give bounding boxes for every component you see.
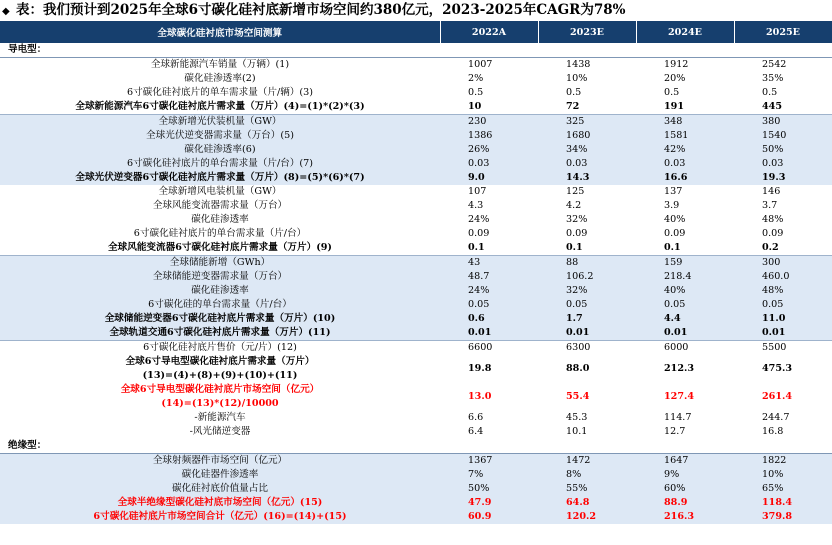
cell-value: 218.4	[636, 270, 734, 284]
cell-value: 0.09	[440, 227, 538, 241]
cell-value: 230	[440, 115, 538, 130]
row-label	[0, 100, 440, 115]
cell-value: 24%	[440, 284, 538, 298]
row-label	[0, 171, 440, 185]
row-label	[0, 496, 440, 510]
row-label-text: 全球风能变流器6寸碳化硅衬底片需求量（万片）(9)	[108, 242, 332, 253]
cell-value: 0.6	[440, 312, 538, 326]
table-row	[0, 425, 832, 439]
page-title	[0, 0, 832, 21]
title-text: 表：我们预计到2025年全球6寸碳化硅衬底新增市场空间约380亿元，2023-2025年CAGR为78%	[16, 2, 626, 18]
row-label	[0, 284, 440, 298]
cell-value: 88.0	[538, 355, 636, 383]
cell-value: 244.7	[734, 411, 832, 425]
row-label	[0, 510, 440, 524]
row-label	[0, 411, 440, 425]
header-2025e: 2025E	[734, 21, 832, 43]
row-label-text: 全球风能变流器需求量（万台）	[152, 200, 288, 211]
cell-value: 127.4	[636, 383, 734, 411]
cell-value: 24%	[440, 213, 538, 227]
row-label-text: 碳化硅渗透率(2)	[184, 73, 256, 84]
table-row	[0, 270, 832, 284]
cell-value: 1472	[538, 454, 636, 469]
table-row	[0, 326, 832, 341]
row-label	[0, 241, 440, 256]
table-row	[0, 115, 832, 130]
diamond-bullet-icon: ◆	[2, 6, 10, 17]
cell-value: 2%	[440, 72, 538, 86]
cell-value: 26%	[440, 143, 538, 157]
cell-value: 0.05	[636, 298, 734, 312]
cell-value: 146	[734, 185, 832, 199]
cell-value: 11.0	[734, 312, 832, 326]
row-label	[0, 326, 440, 341]
row-label-formula: (13)=(4)+(8)+(9)+(10)+(11)	[142, 370, 298, 381]
row-label	[0, 454, 440, 469]
row-label	[0, 383, 440, 411]
table-header-row	[0, 21, 832, 43]
table-row	[0, 383, 832, 411]
cell-value: 0.03	[440, 157, 538, 171]
cell-value: 34%	[538, 143, 636, 157]
row-label	[0, 115, 440, 130]
cell-value: 60.9	[440, 510, 538, 524]
cell-value: 1007	[440, 58, 538, 73]
header-2022a: 2022A	[440, 21, 538, 43]
cell-value: 55%	[538, 482, 636, 496]
cell-value: 0.03	[636, 157, 734, 171]
table-row	[0, 256, 832, 271]
cell-value: 72	[538, 100, 636, 115]
cell-value: 0.05	[440, 298, 538, 312]
section-conductive: 导电型：	[0, 43, 832, 58]
row-label	[0, 72, 440, 86]
row-label	[0, 256, 440, 271]
cell-value: 0.09	[734, 227, 832, 241]
row-label	[0, 227, 440, 241]
row-label-formula: (14)=(13)*(12)/10000	[161, 398, 279, 409]
cell-value: 445	[734, 100, 832, 115]
cell-value: 0.1	[636, 241, 734, 256]
cell-value: 65%	[734, 482, 832, 496]
cell-value: 50%	[440, 482, 538, 496]
cell-value: 216.3	[636, 510, 734, 524]
row-label-text: 碳化硅器件渗透率	[181, 469, 259, 480]
table-row	[0, 129, 832, 143]
table-row	[0, 284, 832, 298]
table-row	[0, 298, 832, 312]
row-label-text: 全球半绝缘型碳化硅衬底市场空间（亿元）(15)	[117, 497, 323, 508]
cell-value: 1581	[636, 129, 734, 143]
cell-value: 16.8	[734, 425, 832, 439]
cell-value: 1.7	[538, 312, 636, 326]
cell-value: 380	[734, 115, 832, 130]
cell-value: 1647	[636, 454, 734, 469]
table-row	[0, 227, 832, 241]
cell-value: 0.2	[734, 241, 832, 256]
table-row	[0, 355, 832, 383]
row-label-text: 全球储能逆变器6寸碳化硅衬底片需求量（万片）(10)	[104, 313, 336, 324]
row-label	[0, 199, 440, 213]
row-label	[0, 468, 440, 482]
cell-value: 1367	[440, 454, 538, 469]
cell-value: 120.2	[538, 510, 636, 524]
cell-value: 3.9	[636, 199, 734, 213]
row-label-text: 全球射频器件市场空间（亿元）	[152, 455, 288, 466]
cell-value: 106.2	[538, 270, 636, 284]
row-label-text: 全球6寸导电型碳化硅衬底片需求量（万片）	[125, 356, 315, 367]
row-label	[0, 129, 440, 143]
cell-value: 32%	[538, 284, 636, 298]
cell-value: 191	[636, 100, 734, 115]
cell-value: 48%	[734, 213, 832, 227]
cell-value: 0.09	[636, 227, 734, 241]
cell-value: 14.3	[538, 171, 636, 185]
row-label-text: 6寸碳化硅衬底片市场空间合计（亿元）(16)=(14)+(15)	[93, 511, 347, 522]
table-row	[0, 157, 832, 171]
table-row	[0, 58, 832, 73]
cell-value: 10.1	[538, 425, 636, 439]
cell-value: 0.1	[440, 241, 538, 256]
header-2023e: 2023E	[538, 21, 636, 43]
cell-value: 6.6	[440, 411, 538, 425]
cell-value: 0.03	[538, 157, 636, 171]
cell-value: 2542	[734, 58, 832, 73]
table-row	[0, 312, 832, 326]
table-row	[0, 341, 832, 356]
cell-value: 0.05	[734, 298, 832, 312]
row-label	[0, 341, 440, 356]
cell-value: 10	[440, 100, 538, 115]
row-label	[0, 143, 440, 157]
cell-value: 348	[636, 115, 734, 130]
cell-value: 40%	[636, 213, 734, 227]
cell-value: 47.9	[440, 496, 538, 510]
row-label-text: 全球新能源汽车销量（万辆）(1)	[150, 59, 290, 70]
section-insulating: 绝缘型：	[0, 439, 832, 454]
cell-value: 5500	[734, 341, 832, 356]
cell-value: 6.4	[440, 425, 538, 439]
cell-value: 6300	[538, 341, 636, 356]
section-conductive-row	[0, 43, 832, 58]
table-row	[0, 454, 832, 469]
table-row	[0, 496, 832, 510]
row-label-text: 6寸碳化硅衬底片的单车需求量（片/辆）(3)	[126, 87, 314, 98]
row-label	[0, 157, 440, 171]
cell-value: 48.7	[440, 270, 538, 284]
row-label-text: 全球光伏逆变器需求量（万台）(5)	[146, 130, 294, 141]
table-row	[0, 72, 832, 86]
cell-value: 107	[440, 185, 538, 199]
cell-value: 159	[636, 256, 734, 271]
cell-value: 1540	[734, 129, 832, 143]
cell-value: 0.5	[734, 86, 832, 100]
cell-value: 9.0	[440, 171, 538, 185]
cell-value: 48%	[734, 284, 832, 298]
cell-value: 1822	[734, 454, 832, 469]
cell-value: 16.6	[636, 171, 734, 185]
cell-value: 1912	[636, 58, 734, 73]
cell-value: 0.01	[440, 326, 538, 341]
cell-value: 35%	[734, 72, 832, 86]
row-label-text: 碳化硅渗透率	[191, 214, 249, 225]
cell-value: 42%	[636, 143, 734, 157]
row-label-text: 碳化硅渗透率	[191, 285, 249, 296]
cell-value: 19.8	[440, 355, 538, 383]
cell-value: 3.7	[734, 199, 832, 213]
section-insulating-row	[0, 439, 832, 454]
cell-value: 0.5	[440, 86, 538, 100]
cell-value: 137	[636, 185, 734, 199]
cell-value: 1438	[538, 58, 636, 73]
cell-value: 0.5	[636, 86, 734, 100]
table-row	[0, 468, 832, 482]
cell-value: 325	[538, 115, 636, 130]
row-label-text: 6寸碳化硅衬底片的单台需求量（片/台）(7)	[126, 158, 314, 169]
cell-value: 0.01	[734, 326, 832, 341]
table-row	[0, 482, 832, 496]
cell-value: 43	[440, 256, 538, 271]
cell-value: 55.4	[538, 383, 636, 411]
cell-value: 13.0	[440, 383, 538, 411]
cell-value: 460.0	[734, 270, 832, 284]
cell-value: 45.3	[538, 411, 636, 425]
cell-value: 114.7	[636, 411, 734, 425]
cell-value: 20%	[636, 72, 734, 86]
cell-value: 8%	[538, 468, 636, 482]
cell-value: 4.3	[440, 199, 538, 213]
table-row	[0, 213, 832, 227]
cell-value: 40%	[636, 284, 734, 298]
cell-value: 19.3	[734, 171, 832, 185]
row-label	[0, 482, 440, 496]
cell-value: 4.4	[636, 312, 734, 326]
cell-value: 88	[538, 256, 636, 271]
cell-value: 0.01	[538, 326, 636, 341]
cell-value: 475.3	[734, 355, 832, 383]
cell-value: 118.4	[734, 496, 832, 510]
cell-value: 32%	[538, 213, 636, 227]
row-label-text: 全球新增风电装机量（GW）	[158, 186, 282, 197]
row-label	[0, 213, 440, 227]
row-label-text: 全球储能新增（GWh）	[169, 257, 271, 268]
cell-value: 0.1	[538, 241, 636, 256]
cell-value: 0.09	[538, 227, 636, 241]
cell-value: 1680	[538, 129, 636, 143]
row-label-text: 碳化硅衬底价值量占比	[172, 483, 268, 494]
cell-value: 60%	[636, 482, 734, 496]
table-row	[0, 185, 832, 199]
row-label-text: 6寸碳化硅衬底片售价（元/片）(12)	[143, 342, 297, 353]
cell-value: 10%	[538, 72, 636, 86]
cell-value: 12.7	[636, 425, 734, 439]
cell-value: 0.5	[538, 86, 636, 100]
table-row	[0, 171, 832, 185]
cell-value: 212.3	[636, 355, 734, 383]
row-label-text: 碳化硅渗透率(6)	[184, 144, 256, 155]
row-label-text: 6寸碳化硅的单台需求量（片/台）	[148, 299, 292, 310]
cell-value: 6600	[440, 341, 538, 356]
row-label	[0, 425, 440, 439]
row-label-text: -新能源汽车	[194, 412, 246, 423]
cell-value: 6000	[636, 341, 734, 356]
cell-value: 88.9	[636, 496, 734, 510]
row-label	[0, 270, 440, 284]
row-label	[0, 86, 440, 100]
row-label-text: 全球储能逆变器需求量（万台）	[152, 271, 288, 282]
cell-value: 125	[538, 185, 636, 199]
header-2024e: 2024E	[636, 21, 734, 43]
table-row	[0, 143, 832, 157]
cell-value: 10%	[734, 468, 832, 482]
table-row	[0, 100, 832, 115]
row-label	[0, 355, 440, 383]
cell-value: 0.05	[538, 298, 636, 312]
cell-value: 50%	[734, 143, 832, 157]
row-label-text: 6寸碳化硅衬底片的单台需求量（片/台）	[133, 228, 307, 239]
row-label	[0, 185, 440, 199]
row-label	[0, 298, 440, 312]
cell-value: 64.8	[538, 496, 636, 510]
table-row	[0, 510, 832, 524]
cell-value: 379.8	[734, 510, 832, 524]
header-label: 全球碳化硅衬底市场空间测算	[0, 21, 440, 43]
row-label-text: -风光储逆变器	[189, 426, 251, 437]
row-label-text: 全球6寸导电型碳化硅衬底片市场空间（亿元）	[120, 384, 320, 395]
row-label-text: 全球轨道交通6寸碳化硅衬底片需求量（万片）(11)	[109, 327, 331, 338]
cell-value: 0.01	[636, 326, 734, 341]
cell-value: 261.4	[734, 383, 832, 411]
row-label	[0, 58, 440, 73]
cell-value: 7%	[440, 468, 538, 482]
table-row	[0, 199, 832, 213]
cell-value: 0.03	[734, 157, 832, 171]
market-table	[0, 21, 832, 524]
cell-value: 1386	[440, 129, 538, 143]
cell-value: 9%	[636, 468, 734, 482]
table-row	[0, 411, 832, 425]
row-label-text: 全球新增光伏装机量（GW）	[158, 116, 282, 127]
table-body	[0, 43, 832, 524]
table-row	[0, 241, 832, 256]
table-row	[0, 86, 832, 100]
row-label-text: 全球新能源汽车6寸碳化硅衬底片需求量（万片）(4)=(1)*(2)*(3)	[75, 101, 365, 112]
cell-value: 300	[734, 256, 832, 271]
row-label	[0, 312, 440, 326]
cell-value: 4.2	[538, 199, 636, 213]
row-label-text: 全球光伏逆变器6寸碳化硅衬底片需求量（万片）(8)=(5)*(6)*(7)	[75, 172, 365, 183]
